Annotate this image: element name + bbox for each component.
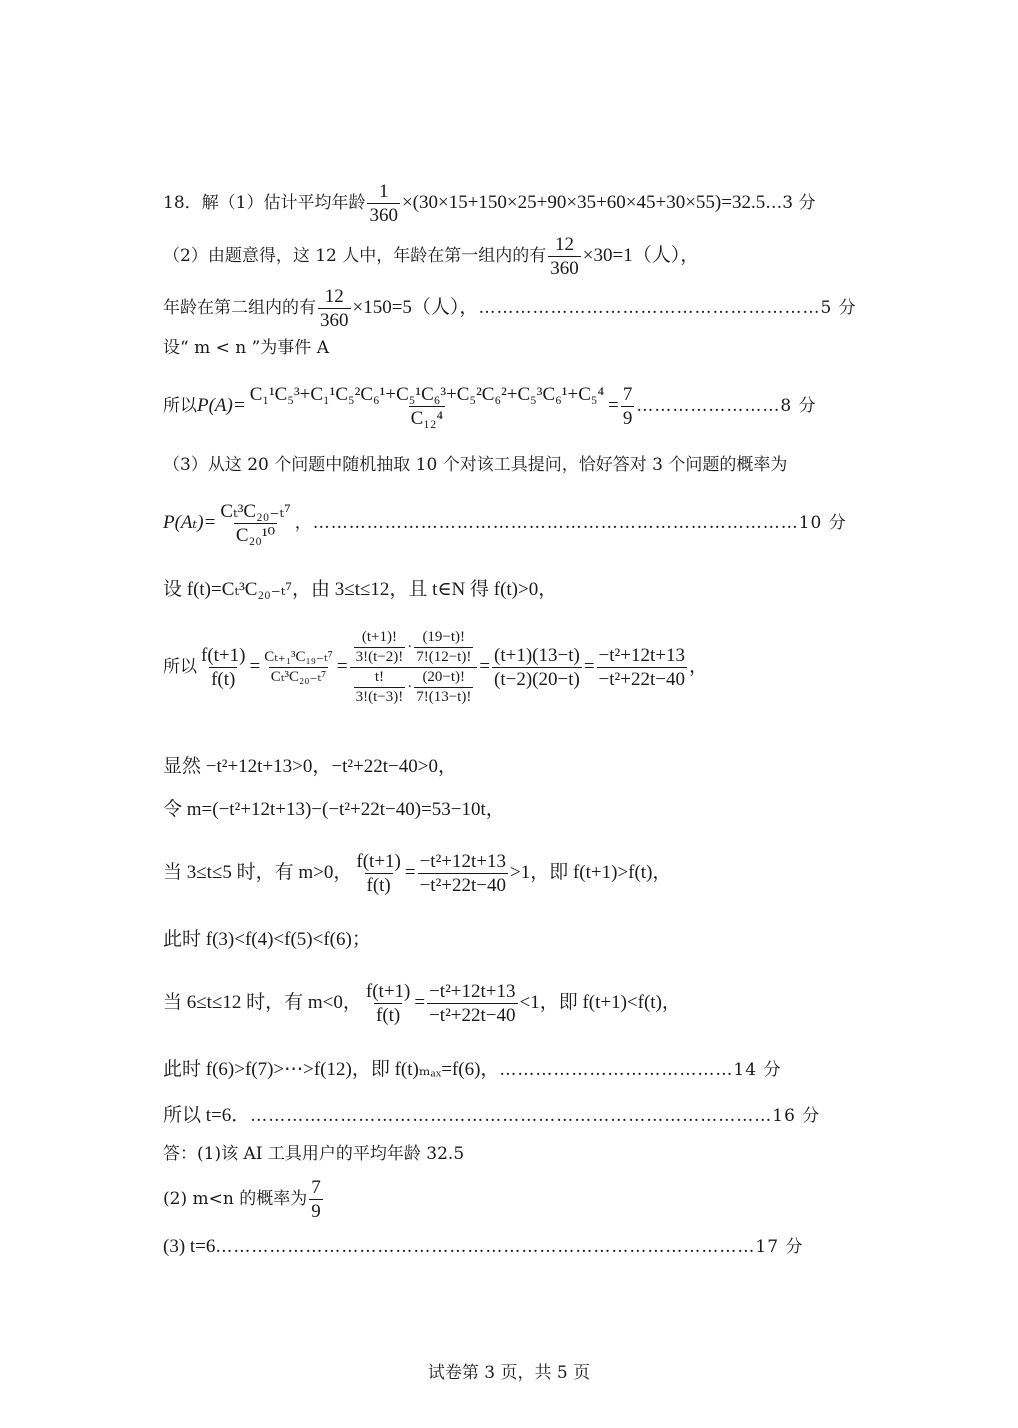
ratio-frac-2: $\frac{\text{Cₜ₊₁³C₁₉₋ₜ⁷}}{\text{Cₜ³C₂₀₋ₜ⁷}}$ (264, 649, 333, 685)
t6-line: 所以 t=6．……………………………………………………………………………16 分 (163, 1105, 821, 1126)
score-17: ………………………………………………………………………………17 分 (215, 1237, 804, 1257)
answer-2: (2) m<n 的概率为 $\frac{7}{9}$ (163, 1177, 321, 1222)
score-14: …………………………………14 分 (499, 1060, 782, 1080)
score-5: …………………………………………………5 分 (478, 298, 857, 318)
event-a-def: 设“ m < n ”为事件 A (163, 338, 329, 358)
pat-fraction: $\frac{\text{Cₜ³C₂₀₋ₜ⁷}}{\text{C₂₀¹⁰}}$ (220, 501, 291, 546)
obvious-line: 显然 −t²+12t+13>0，−t²+22t−40>0， (163, 756, 457, 777)
pat-line: P(Aₜ)= $\frac{\text{Cₜ³C₂₀₋ₜ⁷}}{\text{C₂₀¹⁰}}$ ，………………………………………………………………………10 分 (163, 501, 847, 546)
fraction-12-360-b: $\frac{12}{360}$ (320, 286, 349, 331)
q18-line (163, 182, 815, 225)
answer-3: (3) t=6………………………………………………………………………………17 分 (163, 1236, 804, 1257)
q18-label: 18．解（1）估计平均年龄 (163, 193, 366, 213)
case2-line: 当 6≤t≤12 时，有 m<0， $\frac{f(t+1)}{f(t)}$ = $\frac{\text{−t²+12t+13}}{\text{−t²+22t−40}}$ <1，即 f(t+1)<f(t)， (163, 981, 681, 1026)
case1-frac-a: $\frac{f(t+1)}{f(t)}$ (356, 851, 401, 896)
fraction-12-360-a: $\frac{12}{360}$ (550, 234, 579, 279)
ratio-frac-5: $\frac{\text{−t²+12t+13}}{\text{−t²+22t−40}}$ (598, 645, 685, 690)
part2-line2: 年龄在第二组内的有 $\frac{12}{360}$ ×150=5（人），…………………………………………………5 分 (163, 286, 857, 331)
part2-line1: （2）由题意得，这 12 人中，年龄在第一组内的有 $\frac{12}{360}$ ×30=1（人）， (163, 234, 700, 279)
score-10: ，………………………………………………………………………10 分 (294, 513, 847, 533)
case1-line: 当 3≤t≤5 时，有 m>0， $\frac{f(t+1)}{f(t)}$ = $\frac{\text{−t²+12t+13}}{\text{−t²+22t−40}}$ >1，即 f(t+1)>f(t)， (163, 851, 672, 896)
score-3: …3 分 (765, 193, 816, 213)
let-m-line: 令 m=(−t²+12t+13)−(−t²+22t−40)=53−10t， (163, 799, 505, 820)
ratio-frac-3: $\frac{(t+1)!}{3!(t-2)!}$ · $\frac{(19-t)!}{7!(12-t)!}$ $\frac{t!}{3!(t-3)!}$ · $\frac{(20-t)!}{7!(13-t)!}$ (350, 630, 478, 705)
fraction-1-360: $\frac{1}{360}$ (369, 181, 398, 226)
answer-1: 答：(1)该 AI 工具用户的平均年龄 32.5 (163, 1144, 465, 1164)
case2-result: 此时 f(6)>f(7)>⋯>f(12)，即 f(t)ₘₐₓ=f(6)，…………………………………14 分 (163, 1059, 782, 1080)
score-8: ……………………8 分 (636, 396, 817, 416)
ratio-frac-1: $\frac{f(t+1)}{f(t)}$ (201, 645, 246, 690)
score-16: ……………………………………………………………………………16 分 (250, 1106, 821, 1126)
pa-line: 所以P(A)= $\frac{\text{C₁¹C₅³+C₁¹C₅²C₆¹+C₅¹C₆³+C₅²C₆²+C₅³C₆¹+C₅⁴}}{\text{C₁₂⁴}}$ = $\frac{7}{9}$ ……………………8 分 (163, 384, 817, 429)
case2-frac-a: $\frac{f(t+1)}{f(t)}$ (365, 981, 411, 1026)
answer-2-frac: $\frac{7}{9}$ (311, 1177, 321, 1222)
define-f: 设 f(t)=Cₜ³C₂₀₋ₜ⁷，由 3≤t≤12，且 t∈N 得 f(t)>0， (163, 579, 558, 600)
mean-age-expression: ×(30×15+150×25+90×35+60×45+30×55)=32.5 (401, 192, 766, 213)
case2-frac-b: $\frac{\text{−t²+12t+13}}{\text{−t²+22t−40}}$ (429, 981, 516, 1026)
part3-line: （3）从这 20 个问题中随机抽取 10 个对该工具提问，恰好答对 3 个问题的概率为 (163, 455, 788, 475)
pa-result: $\frac{7}{9}$ (622, 384, 633, 429)
ratio-frac-4: $\frac{(t+1)(13-t)}{(t-2)(20-t)}$ (494, 645, 580, 690)
ratio-line: 所以 $\frac{f(t+1)}{f(t)}$ = $\frac{\text{Cₜ₊₁³C₁₉₋ₜ⁷}}{\text{Cₜ³C₂₀₋ₜ⁷}}$ = $\frac{(t+1)!}{3!(t-2)!}$ · $\frac{(19-t)!}{7!(12-t)!}$ $\frac{t!}{3!(t-3)!}$ · $\frac{(20-t)!}{7!(13-t)!}$ = $\frac{(t+1)(13-t)}{(t-2)(20-t)}$ = $\frac{\text{−t²+12t+13}}{\text{−t²+22t−40}}$ ， (163, 629, 708, 705)
page-footer: 试卷第 3 页，共 5 页 (427, 1363, 591, 1383)
case1-result: 此时 f(3)<f(4)<f(5)<f(6)； (163, 929, 371, 950)
case1-frac-b: $\frac{\text{−t²+12t+13}}{\text{−t²+22t−40}}$ (419, 851, 506, 896)
pa-fraction: $\frac{\text{C₁¹C₅³+C₁¹C₅²C₆¹+C₅¹C₆³+C₅²C₆²+C₅³C₆¹+C₅⁴}}{\text{C₁₂⁴}}$ (249, 384, 605, 429)
